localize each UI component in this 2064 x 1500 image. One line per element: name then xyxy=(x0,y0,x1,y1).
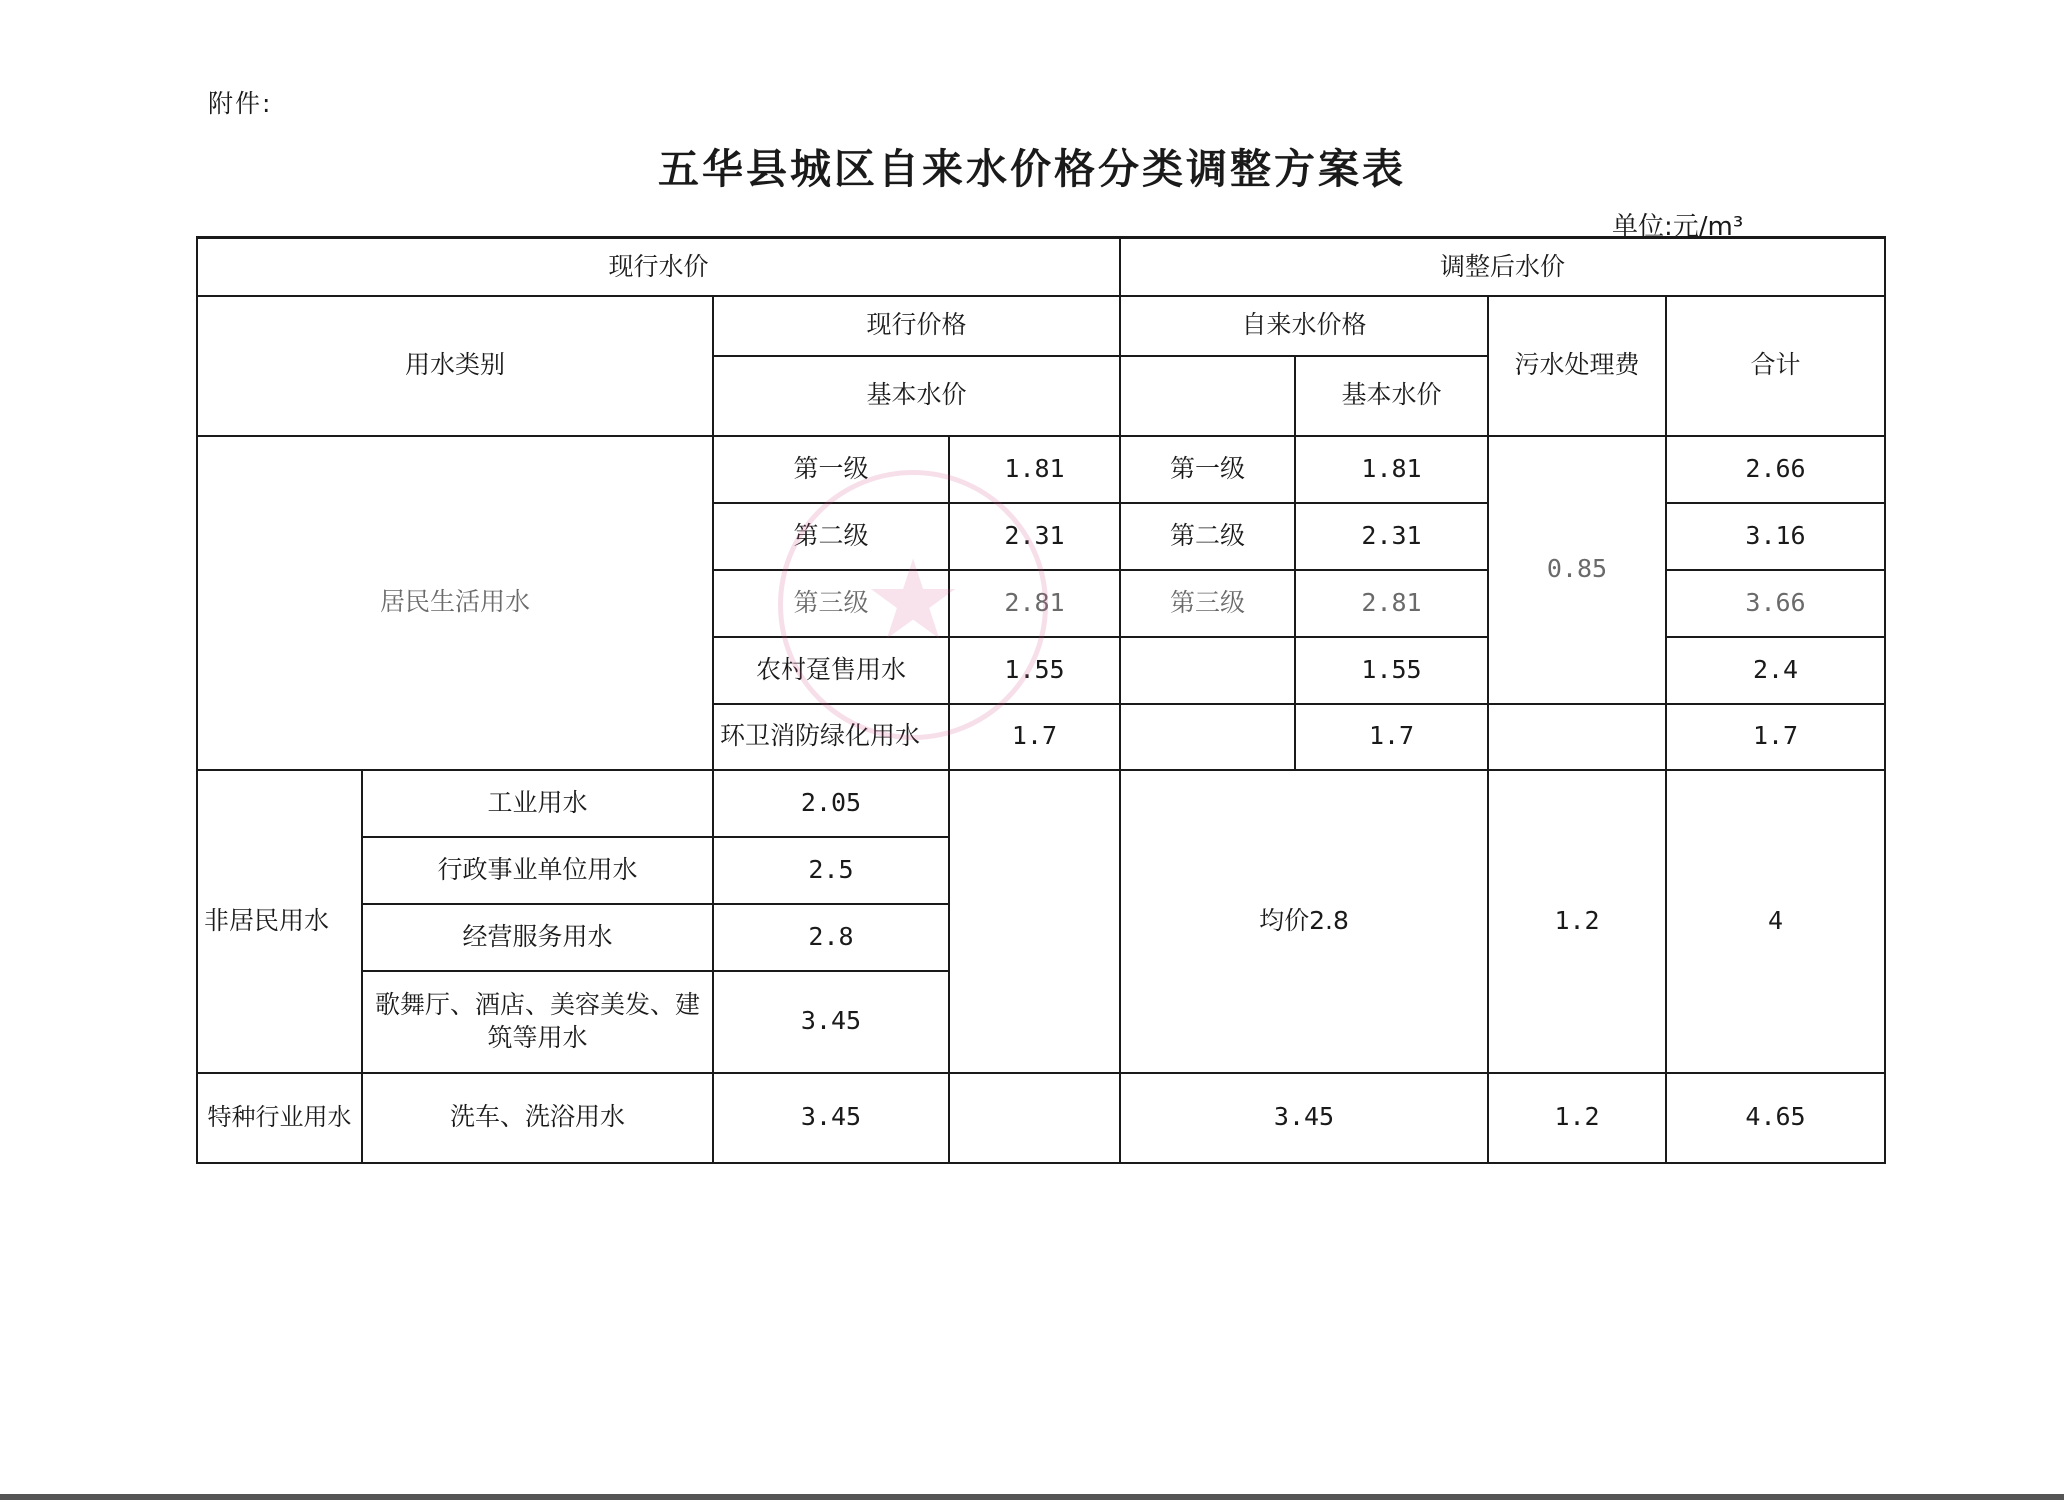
seal-star-icon: ★ xyxy=(863,536,963,664)
non-residential-type-1: 工业用水 xyxy=(362,770,713,837)
official-seal xyxy=(778,470,1048,740)
residential-new-tier-5 xyxy=(1120,704,1295,770)
current-basic-price-header: 基本水价 xyxy=(713,356,1120,436)
special-industry-type: 洗车、洗浴用水 xyxy=(362,1073,713,1163)
non-residential-current-1: 2.05 xyxy=(713,770,949,837)
current-price-header: 现行水价 xyxy=(197,238,1120,296)
non-residential-sewage-fee: 1.2 xyxy=(1488,770,1666,1073)
residential-current-5: 1.7 xyxy=(949,704,1120,770)
page-bottom-edge xyxy=(0,1494,2064,1500)
residential-total-2: 3.16 xyxy=(1666,503,1885,570)
attachment-label: 附件: xyxy=(208,89,273,118)
water-price-table xyxy=(196,236,1886,1164)
residential-current-1: 1.81 xyxy=(949,436,1120,503)
residential-new-tier-2: 第二级 xyxy=(1120,503,1295,570)
non-residential-type-4: 歌舞厅、酒店、美容美发、建筑等用水 xyxy=(362,971,713,1073)
non-residential-label: 非居民用水 xyxy=(197,770,362,1073)
residential-sewage-fee: 0.85 xyxy=(1488,436,1666,704)
residential-current-4: 1.55 xyxy=(949,637,1120,704)
residential-tier-2: 第二级 xyxy=(713,503,949,570)
residential-tier-1: 第一级 xyxy=(713,436,949,503)
residential-tier-3: 第三级 xyxy=(713,570,949,637)
residential-total-1: 2.66 xyxy=(1666,436,1885,503)
non-residential-blank xyxy=(949,770,1120,1073)
residential-label: 居民生活用水 xyxy=(197,436,713,770)
special-industry-label: 特种行业用水 xyxy=(197,1073,362,1163)
unit-label: 单位:元/m³ xyxy=(1612,212,1744,242)
tier-blank-header xyxy=(1120,356,1295,436)
residential-basic-2: 2.31 xyxy=(1295,503,1488,570)
residential-sewage-blank xyxy=(1488,704,1666,770)
special-industry-blank xyxy=(949,1073,1120,1163)
non-residential-type-2: 行政事业单位用水 xyxy=(362,837,713,904)
residential-total-4: 2.4 xyxy=(1666,637,1885,704)
residential-rural-wholesale: 农村趸售用水 xyxy=(713,637,949,704)
non-residential-total: 4 xyxy=(1666,770,1885,1073)
residential-current-2: 2.31 xyxy=(949,503,1120,570)
special-industry-sewage-fee: 1.2 xyxy=(1488,1073,1666,1163)
current-price-subheader: 现行价格 xyxy=(713,296,1120,356)
non-residential-average-price: 均价2.8 xyxy=(1120,770,1488,1073)
non-residential-current-4: 3.45 xyxy=(713,971,949,1073)
residential-new-tier-3: 第三级 xyxy=(1120,570,1295,637)
residential-basic-5: 1.7 xyxy=(1295,704,1488,770)
category-header: 用水类别 xyxy=(197,296,713,436)
adjusted-basic-price-header: 基本水价 xyxy=(1295,356,1488,436)
adjusted-price-header: 调整后水价 xyxy=(1120,238,1885,296)
total-header: 合计 xyxy=(1666,296,1885,436)
residential-basic-3: 2.81 xyxy=(1295,570,1488,637)
special-industry-current: 3.45 xyxy=(713,1073,949,1163)
residential-new-tier-1: 第一级 xyxy=(1120,436,1295,503)
non-residential-current-3: 2.8 xyxy=(713,904,949,971)
document-title: 五华县城区自来水价格分类调整方案表 xyxy=(658,145,1406,193)
residential-basic-1: 1.81 xyxy=(1295,436,1488,503)
residential-sanitation-fire-greening: 环卫消防绿化用水 xyxy=(713,704,949,770)
sewage-fee-header: 污水处理费 xyxy=(1488,296,1666,436)
non-residential-type-3: 经营服务用水 xyxy=(362,904,713,971)
tap-water-price-header: 自来水价格 xyxy=(1120,296,1488,356)
residential-total-5: 1.7 xyxy=(1666,704,1885,770)
special-industry-total: 4.65 xyxy=(1666,1073,1885,1163)
residential-total-3: 3.66 xyxy=(1666,570,1885,637)
residential-current-3: 2.81 xyxy=(949,570,1120,637)
residential-new-tier-4 xyxy=(1120,637,1295,704)
non-residential-current-2: 2.5 xyxy=(713,837,949,904)
special-industry-new-price: 3.45 xyxy=(1120,1073,1488,1163)
residential-basic-4: 1.55 xyxy=(1295,637,1488,704)
